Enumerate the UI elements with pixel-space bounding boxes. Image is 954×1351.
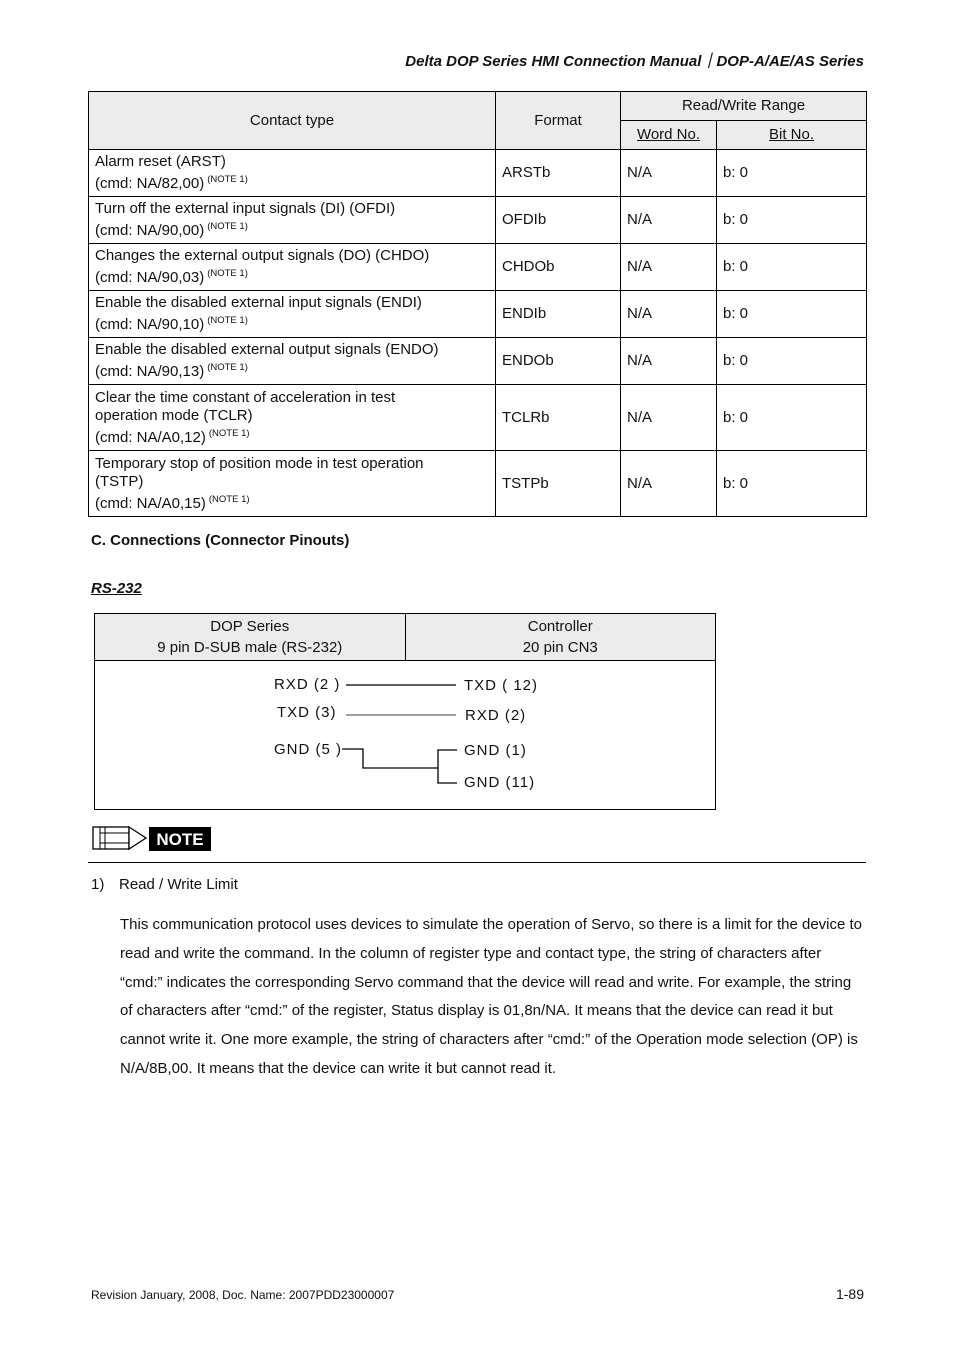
table-row: [89, 244, 867, 291]
pin-left-txd: TXD (3): [277, 704, 337, 721]
col-read-write-range: Read/Write Range: [621, 92, 867, 121]
note-item-title: Read / Write Limit: [119, 876, 238, 893]
contact-cell: Changes the external output signals (DO) (CHDO) (cmd: NA/90,03) $^{(NOTE 1)}$: [89, 244, 496, 291]
word-cell: N/A: [621, 338, 717, 385]
col-word-no: Word No.: [621, 121, 717, 150]
note-icon: [92, 825, 214, 853]
bit-cell: b: 0: [717, 385, 867, 451]
page-header: Delta DOP Series HMI Connection Manual｜DOP-A/AE/AS Series: [405, 53, 864, 70]
table-row: [89, 385, 867, 451]
note-label: NOTE: [156, 830, 204, 849]
pin-left-rxd: RXD (2 ): [274, 676, 341, 693]
contact-cell: Turn off the external input signals (DI) (OFDI) (cmd: NA/90,00) $^{(NOTE 1)}$: [89, 197, 496, 244]
word-cell: N/A: [621, 150, 717, 197]
footer-revision: Revision January, 2008, Doc. Name: 2007PDD23000007: [91, 1288, 395, 1302]
word-cell: N/A: [621, 291, 717, 338]
bit-cell: b: 0: [717, 244, 867, 291]
format-cell: ENDOb: [496, 338, 621, 385]
bit-cell: b: 0: [717, 291, 867, 338]
table-row: [89, 197, 867, 244]
page-number: 1-89: [835, 1286, 864, 1302]
contact-cell: Clear the time constant of acceleration in test operation mode (TCLR) (cmd: NA/A0,12) $^{(NOTE 1)}$: [89, 385, 496, 451]
contact-cell: Alarm reset (ARST) (cmd: NA/82,00) $^{(NOTE 1)}$: [89, 150, 496, 197]
pinout-header-right: Controller 20 pin CN3: [405, 614, 716, 660]
pin-right-gnd-11: GND (11): [464, 774, 536, 791]
bit-cell: b: 0: [717, 150, 867, 197]
note-item: [91, 876, 238, 893]
section-subtitle: RS-232: [91, 580, 142, 597]
contact-cell: Enable the disabled external input signals (ENDI) (cmd: NA/90,10) $^{(NOTE 1)}$: [89, 291, 496, 338]
format-cell: TCLRb: [496, 385, 621, 451]
pin-right-rxd: RXD (2): [465, 707, 527, 724]
note-paragraph: This communication protocol uses devices to simulate the operation of Servo, so there is a limit for the device to read and write the command. In the column of register type and contact type, the string of characters after “cmd:” indicates the corresponding Servo command that the device will read and write. For example, the string of characters after “cmd:” of the register, Status display is 01,8n/NA. It means that the device can read it but cannot write it. One more example, the string of characters after “cmd:” of the Operation mode selection (OP) is N/A/8B,00. It means that the device can write it but cannot read it.: [120, 916, 863, 1077]
word-cell: N/A: [621, 197, 717, 244]
format-cell: OFDIb: [496, 197, 621, 244]
format-cell: CHDOb: [496, 244, 621, 291]
table-row: [89, 291, 867, 338]
word-cell: N/A: [621, 385, 717, 451]
pinout-diagram: [94, 613, 716, 810]
note-divider: [88, 862, 866, 863]
bit-cell: b: 0: [717, 451, 867, 517]
format-cell: ARSTb: [496, 150, 621, 197]
bit-cell: b: 0: [717, 338, 867, 385]
pin-left-gnd: GND (5 ): [274, 741, 342, 758]
wiring-lines: [95, 614, 715, 809]
bit-cell: b: 0: [717, 197, 867, 244]
section-title: C. Connections (Connector Pinouts): [91, 532, 350, 549]
word-cell: N/A: [621, 451, 717, 517]
format-cell: ENDIb: [496, 291, 621, 338]
pinout-header-left: DOP Series 9 pin D-SUB male (RS-232): [157, 618, 343, 656]
pin-right-txd: TXD ( 12): [464, 677, 539, 694]
table-row: [89, 150, 867, 197]
table-row: [89, 338, 867, 385]
contact-cell: Temporary stop of position mode in test operation (TSTP) (cmd: NA/A0,15) $^{(NOTE 1)}$: [89, 451, 496, 517]
col-bit-no: Bit No.: [717, 121, 867, 150]
contact-type-table: [88, 91, 867, 517]
format-cell: TSTPb: [496, 451, 621, 517]
word-cell: N/A: [621, 244, 717, 291]
contact-cell: Enable the disabled external output signals (ENDO) (cmd: NA/90,13) $^{(NOTE 1)}$: [89, 338, 496, 385]
pin-right-gnd-1: GND (1): [464, 742, 527, 759]
col-format: Format: [496, 92, 621, 150]
note-item-number: 1): [91, 876, 105, 893]
table-row: [89, 451, 867, 517]
col-contact-type: Contact type: [89, 92, 496, 150]
